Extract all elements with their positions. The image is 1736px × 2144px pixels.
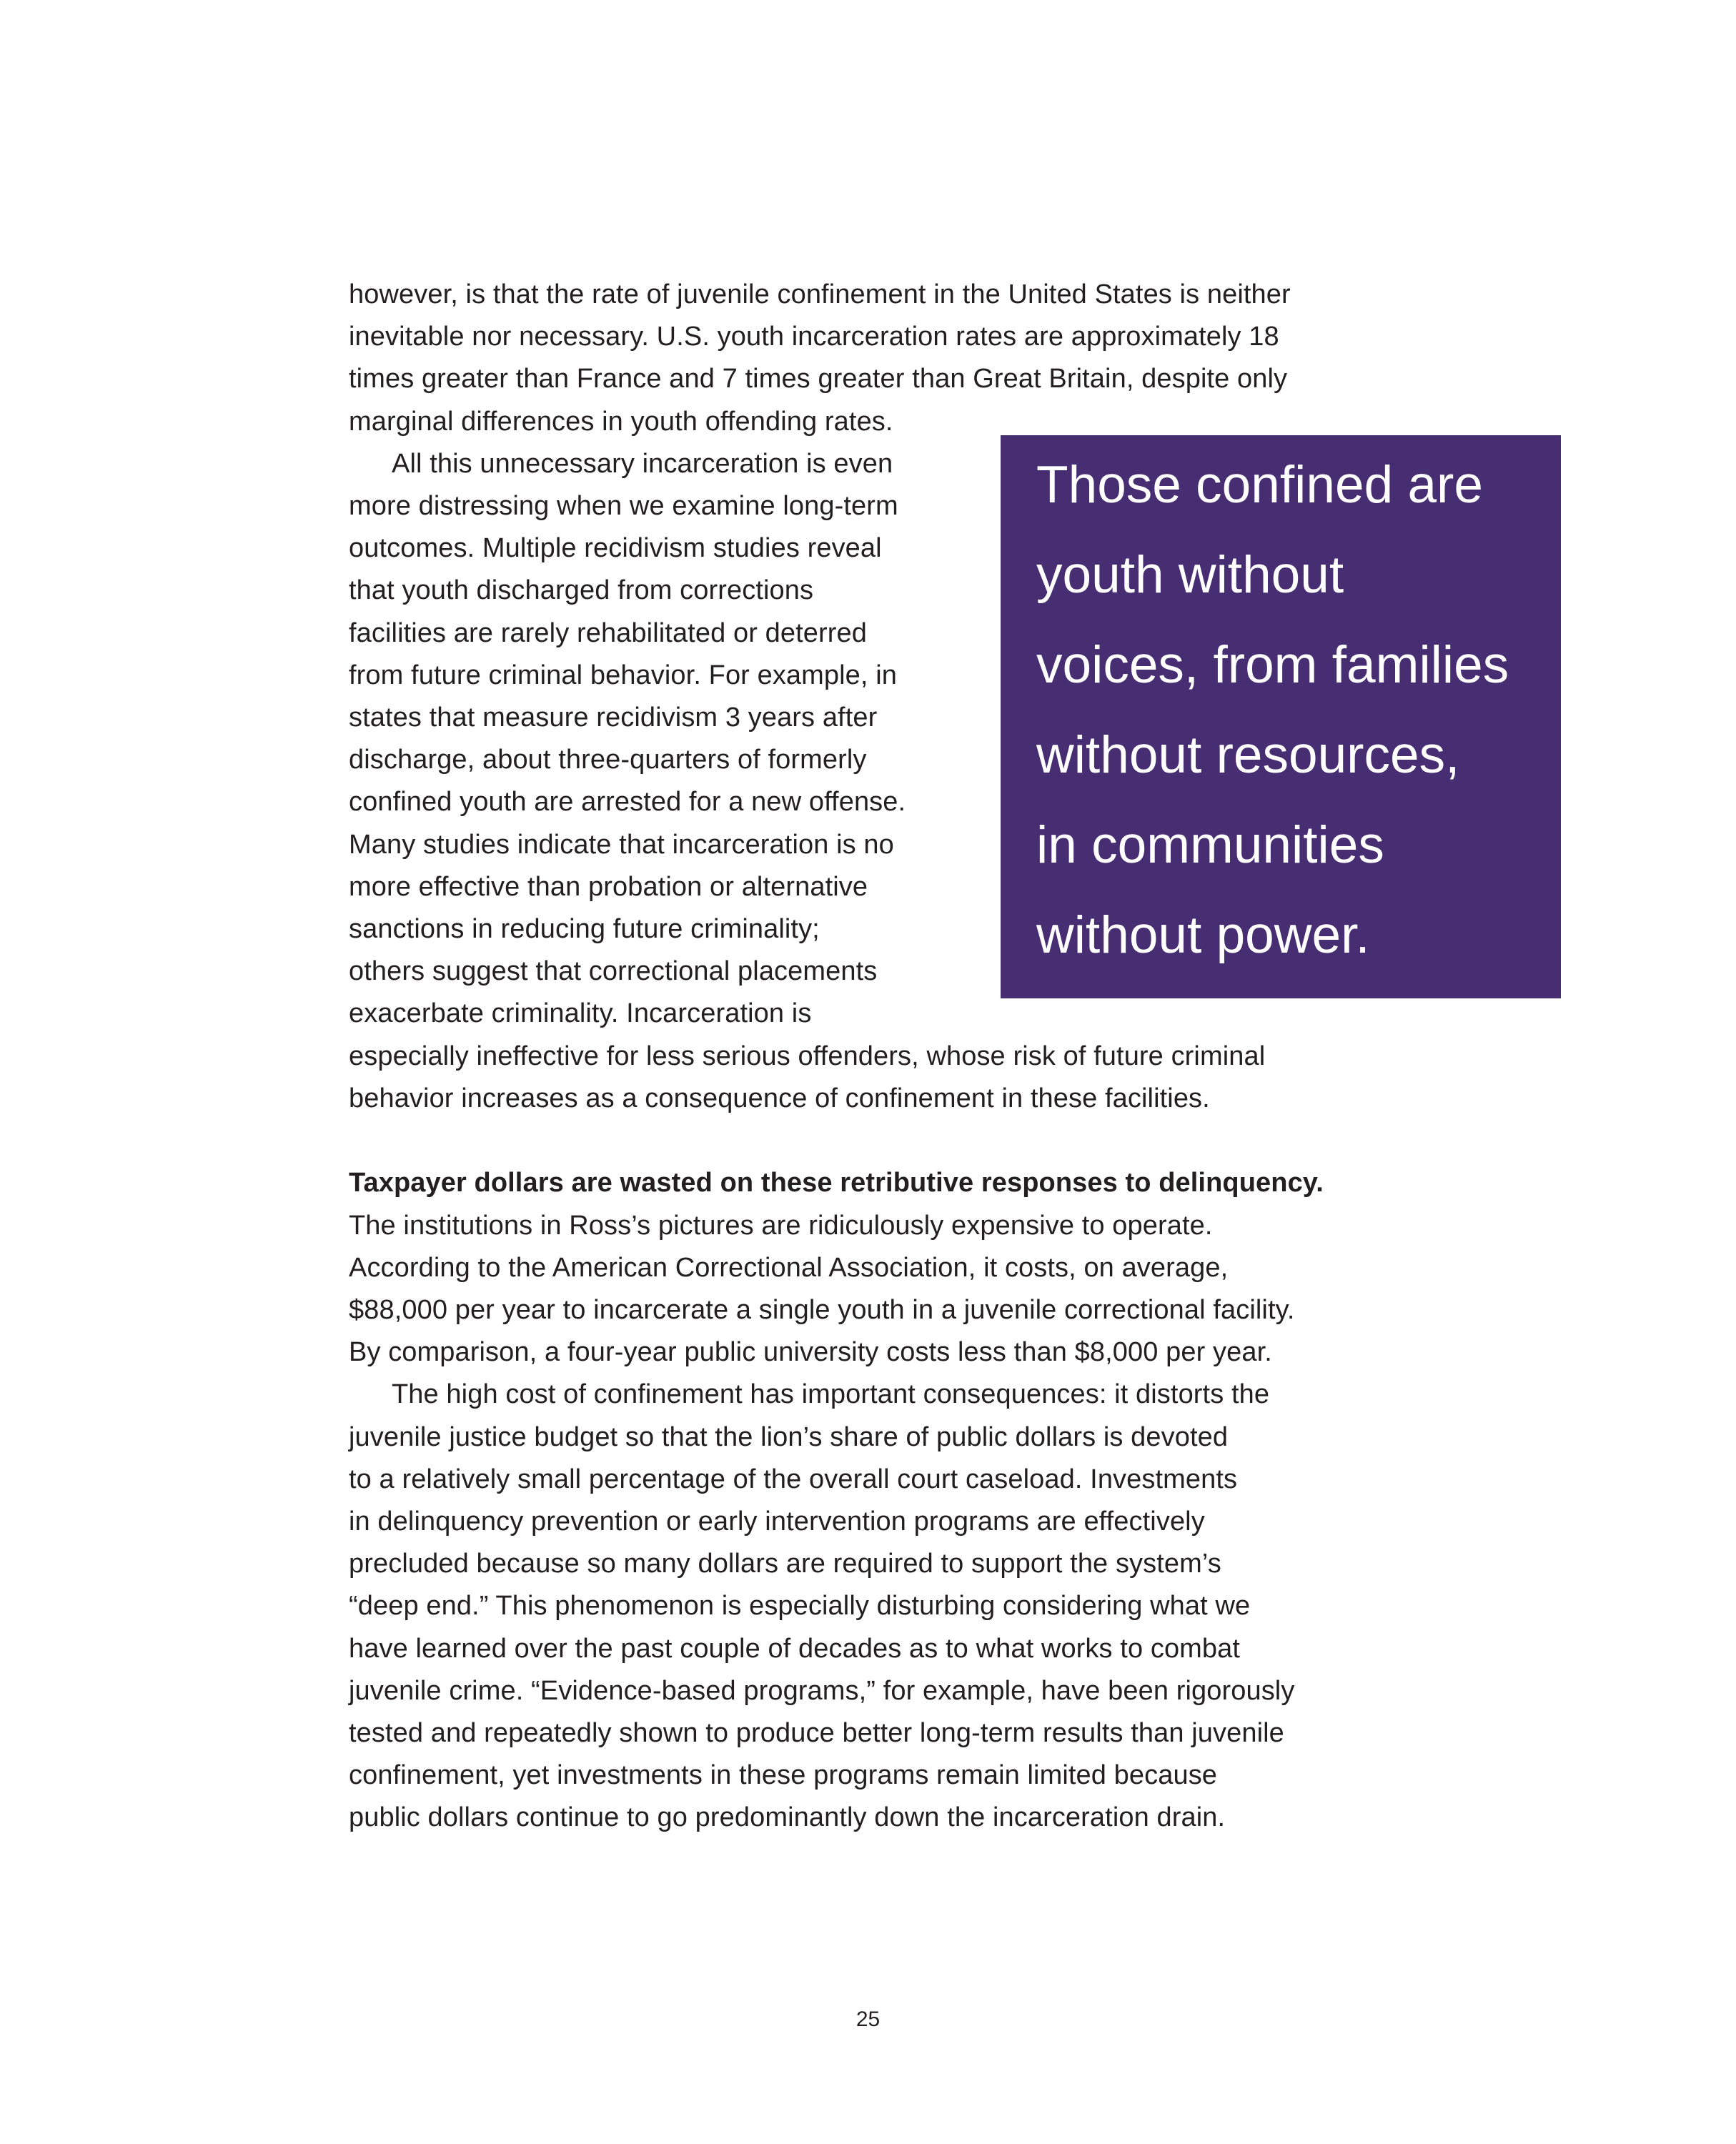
page-number: 25 (855, 2007, 881, 2031)
body-text-line: sanctions in reducing future criminality; (349, 914, 820, 944)
section-heading: Taxpayer dollars are wasted on these retributive responses to delinquency. (349, 1168, 1324, 1198)
body-text-line: more distressing when we examine long-term (349, 491, 898, 521)
body-text-line: facilities are rarely rehabilitated or deterred (349, 618, 867, 648)
body-text-line: that youth discharged from corrections (349, 575, 814, 605)
body-text-line: Many studies indicate that incarceration is no (349, 830, 894, 860)
body-text-line: tested and repeatedly shown to produce better long-term results than juvenile (349, 1718, 1284, 1748)
body-text-line: According to the American Correctional Association, it costs, on average, (349, 1253, 1229, 1283)
body-text-line: juvenile crime. “Evidence-based programs,” for example, have been rigorously (349, 1676, 1295, 1706)
body-text-line: public dollars continue to go predominantly down the incarceration drain. (349, 1802, 1226, 1832)
body-text-line: especially ineffective for less serious offenders, whose risk of future criminal (349, 1041, 1266, 1071)
pull-quote-line: in communities (1036, 816, 1384, 874)
body-text-line: more effective than probation or alternative (349, 872, 868, 902)
body-text-line: behavior increases as a consequence of confinement in these facilities. (349, 1083, 1210, 1113)
body-text-line: in delinquency prevention or early intervention programs are effectively (349, 1507, 1205, 1537)
body-text-line: have learned over the past couple of decades as to what works to combat (349, 1634, 1241, 1664)
body-text-line: others suggest that correctional placements (349, 956, 878, 986)
body-text-line: precluded because so many dollars are required to support the system’s (349, 1549, 1221, 1579)
body-text-line: confinement, yet investments in these programs remain limited because (349, 1760, 1218, 1790)
body-text-line: however, is that the rate of juvenile confinement in the United States is neither (349, 279, 1291, 309)
pull-quote-line: youth without (1036, 546, 1344, 604)
body-text-line: By comparison, a four-year public university costs less than $8,000 per year. (349, 1337, 1272, 1367)
body-text-line: “deep end.” This phenomenon is especially disturbing considering what we (349, 1591, 1251, 1621)
pull-quote-line: without power. (1036, 906, 1370, 964)
body-text-line: from future criminal behavior. For example, in (349, 660, 898, 690)
body-text-line: All this unnecessary incarceration is even (392, 449, 893, 479)
body-text-line: The institutions in Ross’s pictures are ridiculously expensive to operate. (349, 1211, 1213, 1241)
body-text-line: inevitable nor necessary. U.S. youth incarceration rates are approximately 18 (349, 322, 1279, 352)
body-text-line: The high cost of confinement has important consequences: it distorts the (392, 1379, 1270, 1409)
body-text-line: marginal differences in youth offending rates. (349, 407, 893, 437)
body-text-line: outcomes. Multiple recidivism studies reveal (349, 533, 882, 563)
body-text-line: juvenile justice budget so that the lion’s share of public dollars is devoted (349, 1422, 1229, 1452)
pull-quote-line: without resources, (1036, 726, 1460, 784)
body-text-line: times greater than France and 7 times greater than Great Britain, despite only (349, 364, 1288, 394)
body-text-line: discharge, about three-quarters of formerly (349, 745, 867, 775)
body-text-line: $88,000 per year to incarcerate a single youth in a juvenile correctional facility. (349, 1295, 1295, 1325)
body-text-line: to a relatively small percentage of the overall court caseload. Investments (349, 1464, 1238, 1494)
body-text-line: confined youth are arrested for a new offense. (349, 787, 906, 817)
body-text-line: states that measure recidivism 3 years after (349, 703, 878, 733)
pull-quote-box (1001, 435, 1561, 998)
body-text-line: exacerbate criminality. Incarceration is (349, 998, 812, 1028)
pull-quote-line: Those confined are (1036, 456, 1483, 514)
pull-quote-line: voices, from families (1036, 636, 1509, 694)
